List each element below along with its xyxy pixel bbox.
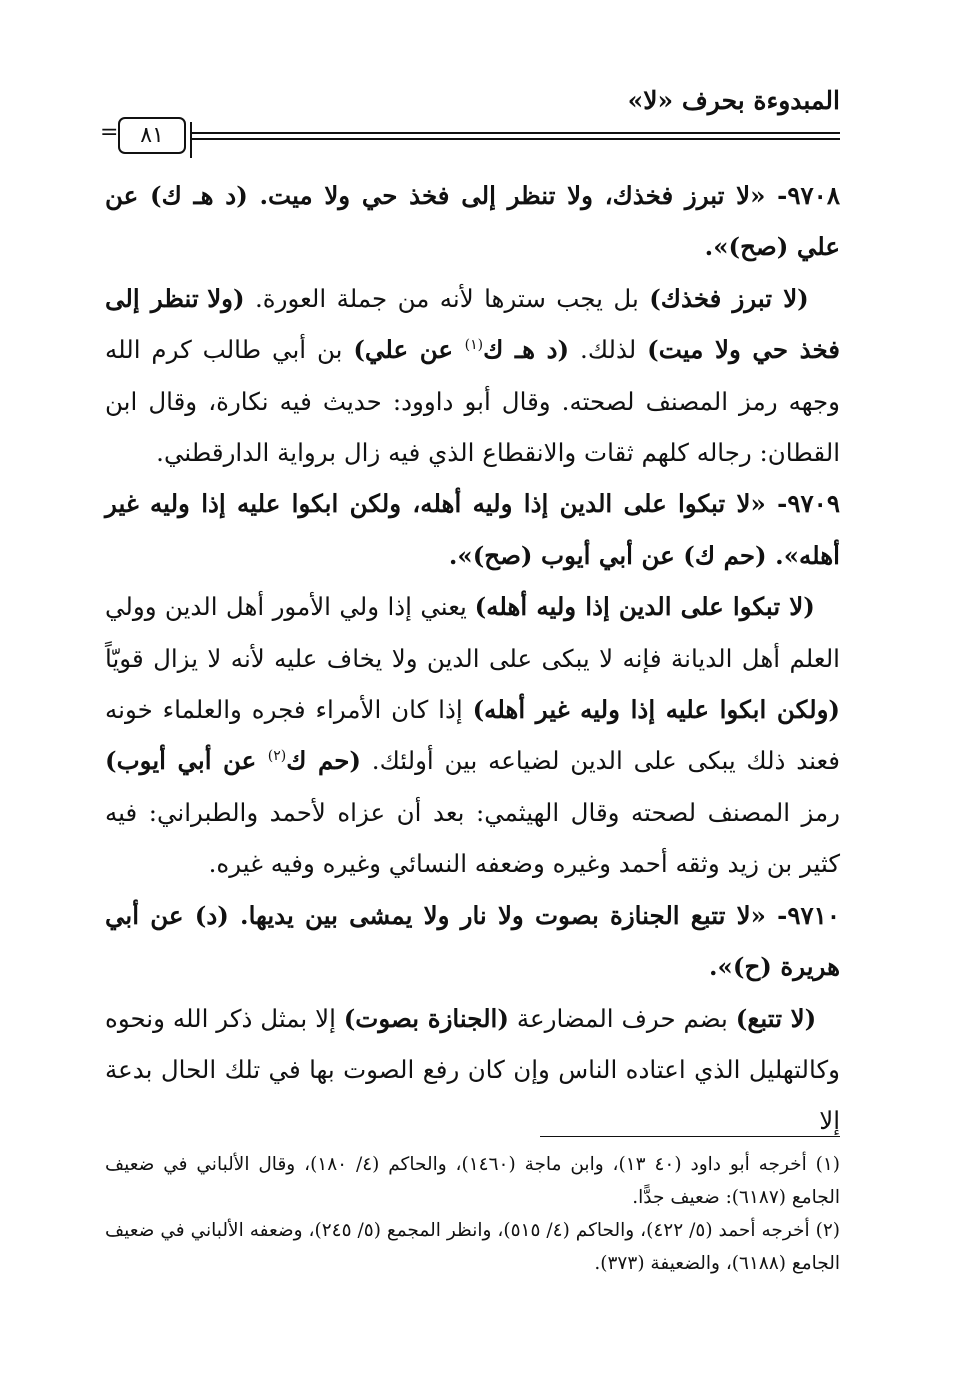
commentary-segment: عن أبي أيوب) [105,746,268,776]
commentary-segment: إذا كان الأمراء فجره والعلماء خونه فعند ذلك يبكى على الدين لضياعه بين أولئك. [105,695,841,776]
header-edge-mark: = [100,120,119,145]
commentary-segment: إلا بمثل ذكر الله ونحوه وكالتهليل الذي اعتاده الناس وإن كان رفع الصوت بها في تلك الحال بدعة إلا [105,1003,840,1136]
footnotes [105,1148,840,1280]
commentary-segment: (حم ك [286,746,362,776]
hadith-text: «لا تبكوا على الدين إذا وليه أهله، ولكن ابكوا عليه إذا وليه غير أهله». (حم ك) عن أبي أيوب (صح)». [105,489,840,570]
hadith-number: ٩٧١٠- [765,900,840,930]
commentary-segment: (ولا تنظر إلى فخذ حي ولا ميت) [105,283,840,365]
commentary-paragraph [105,993,840,1147]
footnote-ref: (٢) [267,748,287,765]
commentary-paragraph [105,273,840,479]
footnote-separator [540,1136,840,1137]
hadith-entry [105,170,840,273]
commentary-segment: (الجنازة بصوت) [343,1003,509,1033]
commentary-segment: يعني إذا ولي الأمور أهل الدين وولي العلم أهل الديانة فإنه لا يبكى على الدين ولا يخاف عليه لأنه لا يزال قويّاً [105,592,840,673]
commentary-segment: (د هـ ك [483,335,570,365]
page-number: ٨١ [118,117,186,154]
footnote-ref: (١) [464,337,484,354]
hadith-text: «لا تبرز فخذك، ولا تنظر إلى فخذ حي ولا ميت. (د هـ ك) عن علي (صح)». [105,181,840,262]
footnote: (٢) أخرجه أحمد (٥/ ٤٢٢)، والحاكم (٤/ ٥١٥)، وانظر المجمع (٥/ ٢٤٥)، وضعفه الألباني في ضعيف الجامع (٦١٨٨)، والضعيفة (٣٧٣). [105,1220,840,1274]
footnote: (١) أخرجه أبو داود (٤٠ ١٣)، وابن ماجة (١٤٦٠)، والحاكم (٤/ ١٨٠)، وقال الألباني في ضعيف الجامع (٦١٨٧): ضعيف جدًّا. [105,1154,841,1208]
commentary-segment: بن أبي طالب كرم الله وجهه رمز المصنف لصحته. وقال أبو داوود: حديث فيه نكارة، وقال ابن القطان: رجاله كلهم ثقات والانقطاع الذي فيه زال برواية الدارقطني. [105,335,840,468]
commentary-segment: بل يجب سترها لأنه من جملة العورة. [244,283,650,313]
commentary-segment: (لا تتبع) [735,1003,817,1033]
commentary-segment: لذلك. [569,335,648,365]
hadith-number: ٩٧٠٩- [765,489,840,519]
commentary-segment: (لا تبكوا على الدين إذا وليه أهله) [474,592,815,622]
commentary-segment: عن علي) [353,335,465,365]
hadith-entry [105,890,840,993]
running-header-title: المبدوءة بحرف «لا» [627,86,840,115]
commentary-segment: رمز المصنف لصحته وقال الهيثمي: بعد أن عزاه لأحمد والطبراني: فيه كثير بن زيد وثقه أحمد وغيره وضعفه النسائي وغيره وفيه غيره. [105,797,840,879]
main-text [105,170,840,1147]
commentary-paragraph [105,581,840,889]
hadith-number: ٩٧٠٨- [765,181,840,210]
hadith-text: «لا تتبع الجنازة بصوت ولا نار ولا يمشى بين يديها. (د) عن أبي هريرة (ح)». [105,900,840,982]
commentary-segment: (لا تبرز فخذك) [649,283,809,313]
commentary-segment: بضم حرف المضارعة [508,1003,736,1033]
hadith-entry [105,478,840,581]
commentary-segment: (ولكن ابكوا عليه إذا وليه غير أهله) [472,695,840,725]
header-double-rule [192,132,840,140]
